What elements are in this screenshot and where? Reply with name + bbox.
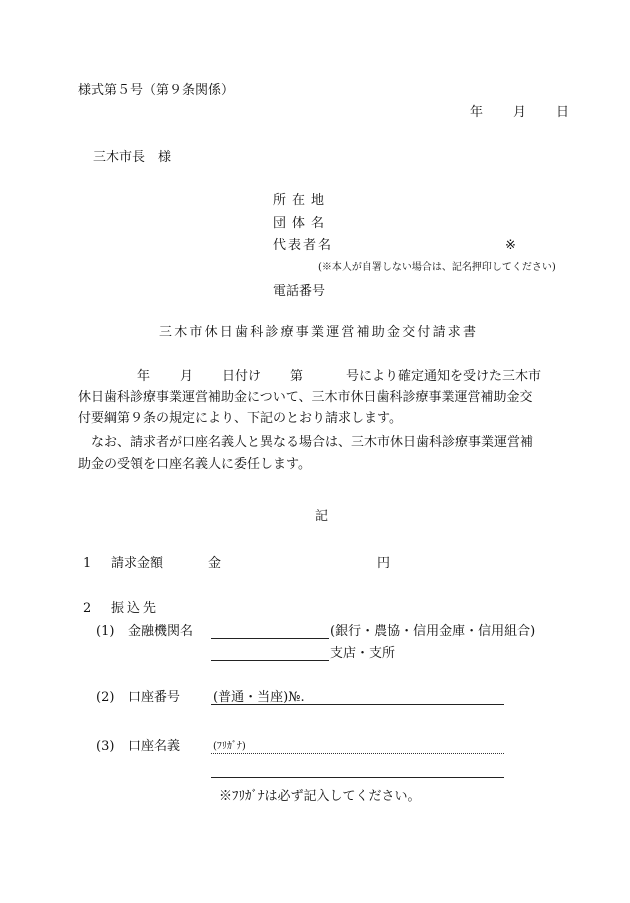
bank-type-options: (銀行・農協・信用金庫・信用組合): [330, 624, 536, 639]
item2-label: 振込先: [111, 601, 160, 616]
signature-note: (※本人が自署しない場合は、記名押印してください): [318, 262, 556, 273]
date-month-label: 月: [513, 105, 527, 120]
kome-mark: ※: [505, 238, 516, 253]
location-label: 所在地: [273, 193, 331, 208]
date-year-label: 年: [470, 105, 484, 120]
account-type-options: (普通・当座)№.: [213, 690, 305, 705]
body-line3: 付要綱第９条の規定により、下記のとおり請求します。: [78, 411, 402, 426]
phone-label: 電話番号: [273, 284, 326, 299]
item2-number: 2: [83, 601, 92, 616]
sub2-label: 口座番号: [128, 690, 181, 705]
branch-name-line: [211, 660, 329, 661]
body-month: 月: [180, 369, 194, 384]
item1-yen: 円: [377, 556, 391, 571]
account-number-line: [211, 704, 504, 705]
item1-label: 請求金額: [111, 556, 164, 571]
group-name-label: 団体名: [273, 216, 331, 231]
body-line1-rest: 号により確定通知を受けた三木市: [346, 369, 542, 384]
sub1-label: 金融機関名: [128, 624, 194, 639]
body-line5: 助金の受領を口座名義人に委任します。: [78, 457, 311, 472]
body-line4: なお、請求者が口座名義人と異なる場合は、三木市休日歯科診療事業運営補: [91, 435, 534, 450]
sub3-number: (3): [96, 739, 115, 754]
sub2-number: (2): [96, 690, 115, 705]
body-year: 年: [137, 369, 151, 384]
form-number: 様式第５号（第９条関係）: [78, 83, 235, 98]
date-day-label: 日: [556, 105, 570, 120]
furigana-label: (ﾌﾘｶﾞﾅ): [213, 741, 246, 752]
body-day-suffix: 日付け: [222, 369, 262, 384]
branch-options: 支店・支所: [330, 646, 396, 661]
furigana-dotted-line: [211, 753, 504, 754]
sub1-number: (1): [96, 624, 115, 639]
furigana-note: ※ﾌﾘｶﾞﾅは必ず記入してください。: [219, 789, 421, 804]
sub3-label: 口座名義: [128, 739, 181, 754]
bank-name-line: [211, 638, 329, 639]
document-title: 三木市休日歯科診療事業運営補助金交付請求書: [159, 325, 479, 340]
item1-kin: 金: [208, 556, 222, 571]
body-dai: 第: [290, 369, 304, 384]
body-line2: 休日歯科診療事業運営補助金について、三木市休日歯科診療事業運営補助金交: [78, 390, 533, 405]
representative-label: 代表者名: [273, 238, 334, 253]
item1-number: 1: [83, 556, 92, 571]
addressee: 三木市長 様: [93, 150, 172, 165]
account-holder-line: [211, 777, 504, 778]
ki-heading: 記: [315, 509, 329, 524]
